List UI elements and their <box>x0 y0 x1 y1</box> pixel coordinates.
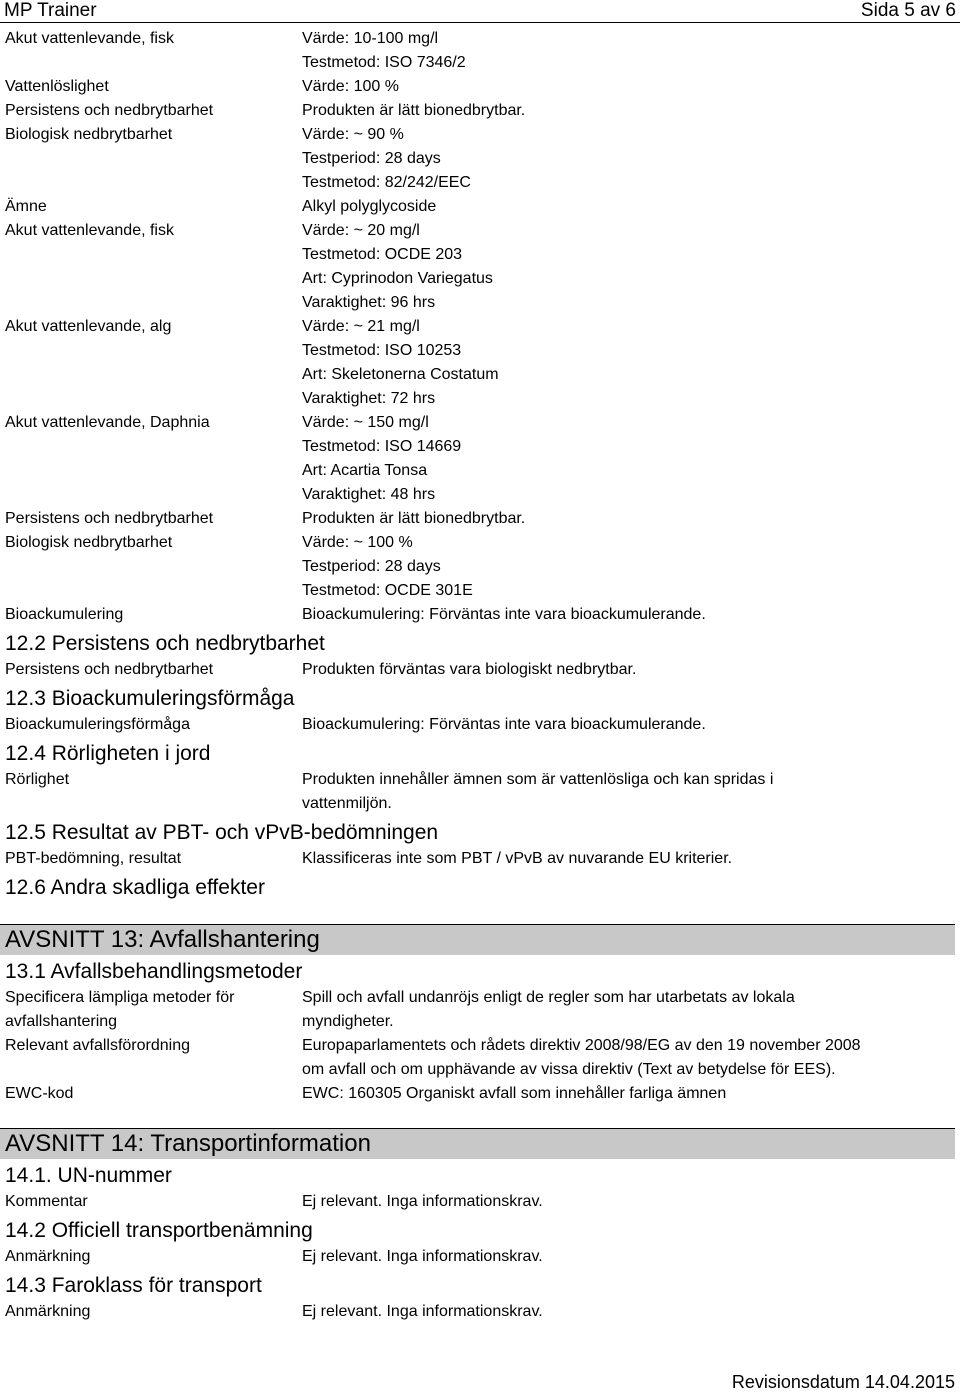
row-label: EWC-kod <box>5 1085 74 1102</box>
row-label: Relevant avfallsförordning <box>5 1037 190 1054</box>
row-label: Akut vattenlevande, fisk <box>5 30 174 47</box>
row-value-line: Testmetod: OCDE 301E <box>302 582 473 599</box>
row-label: Anmärkning <box>5 1248 91 1265</box>
row-value <box>302 27 960 75</box>
data-row <box>0 99 960 123</box>
row-value <box>302 123 960 195</box>
heading-12-6: 12.6 Andra skadliga effekter <box>5 876 265 899</box>
row-value-line: Art: Cyprinodon Variegatus <box>302 270 493 287</box>
data-row <box>0 75 960 99</box>
row-value-line: Värde: ~ 20 mg/l <box>302 222 420 239</box>
row-value <box>302 768 960 816</box>
data-row <box>0 531 960 603</box>
row-label: Akut vattenlevande, fisk <box>5 222 174 239</box>
heading-12-5: 12.5 Resultat av PBT- och vPvB-bedömningen <box>5 821 439 844</box>
row-value-line: Testmetod: OCDE 203 <box>302 246 463 263</box>
data-row <box>0 219 960 315</box>
row-value <box>302 219 960 315</box>
row-value <box>302 195 960 219</box>
row-label: Bioackumuleringsförmåga <box>5 716 190 733</box>
row-label: Rörlighet <box>5 771 70 788</box>
row-value-line: Produkten är lätt bionedbrytbar. <box>302 510 526 527</box>
row-value-line: Testmetod: 82/242/EEC <box>302 174 471 191</box>
page-number: Sida 5 av 6 <box>860 0 956 21</box>
row-value-line: om avfall och om upphävande av vissa direktiv (Text av betydelse för EES). <box>302 1061 836 1078</box>
row-value <box>302 99 960 123</box>
heading-12-4: 12.4 Rörligheten i jord <box>5 742 211 765</box>
data-row <box>0 411 960 507</box>
row-value <box>302 411 960 507</box>
header-rule <box>0 22 960 23</box>
row-value-line: Värde: 100 % <box>302 78 399 95</box>
row-label: Persistens och nedbrytbarhet <box>5 510 214 527</box>
section-13-title: AVSNITT 13: Avfallshantering <box>0 924 955 955</box>
heading-14-1: 14.1. UN-nummer <box>5 1164 172 1187</box>
row-value-line: Varaktighet: 48 hrs <box>302 486 436 503</box>
heading-14-3: 14.3 Faroklass för transport <box>5 1274 262 1297</box>
row-anmarkning <box>0 1245 960 1269</box>
heading-14-2: 14.2 Officiell transportbenämning <box>5 1219 313 1242</box>
row-label: Ämne <box>5 198 47 215</box>
row-value-line: Art: Skeletonerna Costatum <box>302 366 499 383</box>
row-label: Akut vattenlevande, alg <box>5 318 172 335</box>
page-header <box>0 0 960 22</box>
row-value <box>302 315 960 411</box>
data-row <box>0 507 960 531</box>
section-14-title: AVSNITT 14: Transportinformation <box>0 1128 955 1159</box>
row-value-line: Varaktighet: 72 hrs <box>302 390 436 407</box>
ecotox-table <box>0 27 960 627</box>
row-value-line: Produkten är lätt bionedbrytbar. <box>302 102 526 119</box>
row-value-line: Värde: ~ 150 mg/l <box>302 414 429 431</box>
row-label <box>0 986 302 1034</box>
row-value <box>302 603 960 627</box>
row-value <box>302 75 960 99</box>
row-label: PBT-bedömning, resultat <box>5 850 182 867</box>
row-methods <box>0 986 960 1034</box>
row-regulation <box>0 1034 960 1082</box>
row-persistens <box>0 658 960 682</box>
revision-date: Revisionsdatum 14.04.2015 <box>731 1372 955 1392</box>
row-label: Kommentar <box>5 1193 88 1210</box>
row-value <box>302 1034 960 1082</box>
row-label-line: Specificera lämpliga metoder för <box>5 989 235 1006</box>
document-title: MP Trainer <box>4 0 97 21</box>
row-value-line: myndigheter. <box>302 1013 394 1030</box>
heading-13-1: 13.1 Avfallsbehandlingsmetoder <box>5 960 303 983</box>
row-value-line: Produkten innehåller ämnen som är vattenlösliga och kan spridas i <box>302 771 774 788</box>
row-rorlighet <box>0 768 960 816</box>
row-value <box>302 507 960 531</box>
row-value-line: Värde: ~ 90 % <box>302 126 404 143</box>
heading-12-2: 12.2 Persistens och nedbrytbarhet <box>5 632 325 655</box>
row-label: Persistens och nedbrytbarhet <box>5 661 214 678</box>
row-label: Biologisk nedbrytbarhet <box>5 534 173 551</box>
data-row <box>0 27 960 75</box>
row-value <box>302 986 960 1034</box>
row-ewc <box>0 1082 960 1106</box>
row-kommentar <box>0 1190 960 1214</box>
row-value: Ej relevant. Inga informationskrav. <box>302 1248 543 1265</box>
row-label: Anmärkning <box>5 1303 91 1320</box>
row-value-line: Testperiod: 28 days <box>302 150 441 167</box>
data-row <box>0 195 960 219</box>
row-value: EWC: 160305 Organiskt avfall som innehåller farliga ämnen <box>302 1085 727 1102</box>
row-value-line: Testmetod: ISO 7346/2 <box>302 54 466 71</box>
row-value: Ej relevant. Inga informationskrav. <box>302 1193 543 1210</box>
row-value: Ej relevant. Inga informationskrav. <box>302 1303 543 1320</box>
row-label: Vattenlöslighet <box>5 78 109 95</box>
row-label: Bioackumulering <box>5 606 124 623</box>
row-value-line: Bioackumulering: Förväntas inte vara bioackumulerande. <box>302 606 706 623</box>
row-value-line: Värde: ~ 21 mg/l <box>302 318 420 335</box>
row-value-line: Värde: 10-100 mg/l <box>302 30 439 47</box>
document-body <box>0 27 960 1324</box>
row-bioackumulering <box>0 713 960 737</box>
heading-12-3: 12.3 Bioackumuleringsförmåga <box>5 687 295 710</box>
row-value: Produkten förväntas vara biologiskt nedbrytbar. <box>302 661 637 678</box>
row-value <box>302 531 960 603</box>
row-value-line: Europaparlamentets och rådets direktiv 2008/98/EG av den 19 november 2008 <box>302 1037 861 1054</box>
data-row <box>0 315 960 411</box>
row-label: Biologisk nedbrytbarhet <box>5 126 173 143</box>
data-row <box>0 603 960 627</box>
row-value-line: Testmetod: ISO 10253 <box>302 342 462 359</box>
row-value-line: Testmetod: ISO 14669 <box>302 438 462 455</box>
row-value-line: Testperiod: 28 days <box>302 558 441 575</box>
row-value: Klassificeras inte som PBT / vPvB av nuvarande EU kriterier. <box>302 850 733 867</box>
row-value-line: vattenmiljön. <box>302 795 392 812</box>
data-row <box>0 123 960 195</box>
row-value-line: Alkyl polyglycoside <box>302 198 437 215</box>
row-label-line: avfallshantering <box>5 1013 118 1030</box>
row-value-line: Spill och avfall undanröjs enligt de regler som har utarbetats av lokala <box>302 989 795 1006</box>
row-anmarkning <box>0 1300 960 1324</box>
row-label: Persistens och nedbrytbarhet <box>5 102 214 119</box>
row-value-line: Varaktighet: 96 hrs <box>302 294 436 311</box>
row-value-line: Värde: ~ 100 % <box>302 534 413 551</box>
row-value: Bioackumulering: Förväntas inte vara bioackumulerande. <box>302 716 706 733</box>
row-value-line: Art: Acartia Tonsa <box>302 462 428 479</box>
row-label: Akut vattenlevande, Daphnia <box>5 414 210 431</box>
row-pbt <box>0 847 960 871</box>
